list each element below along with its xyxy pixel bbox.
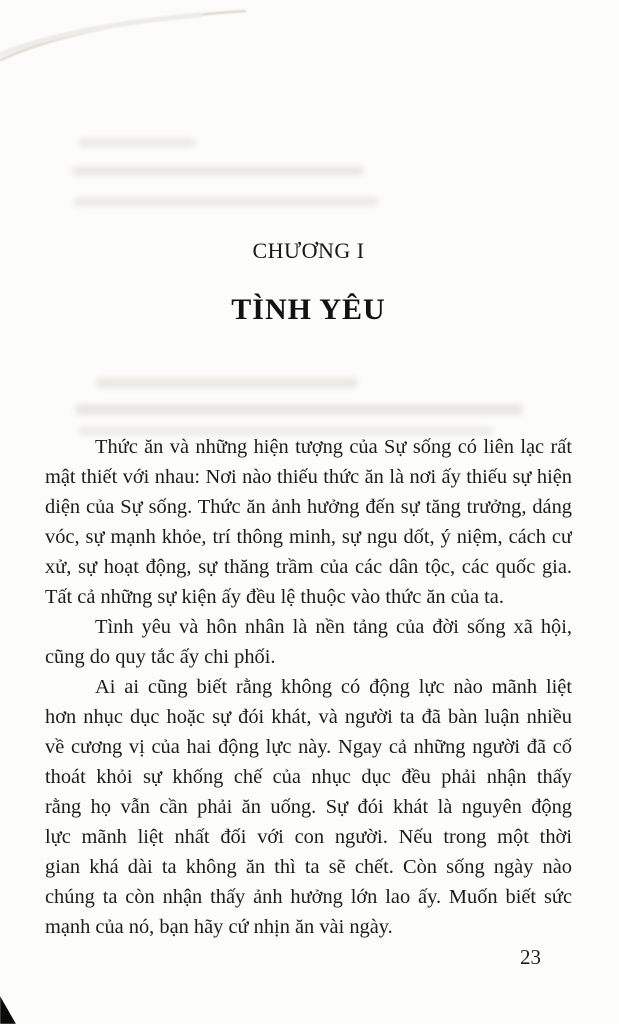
- body-line: chúng ta còn nhận thấy ảnh hưởng lớn lao ấy. Muốn biết sức: [45, 886, 572, 908]
- bleedthrough-smudge: [75, 404, 523, 415]
- chapter-title: TÌNH YÊU: [231, 293, 386, 326]
- body-line: diện của Sự sống. Thức ăn ảnh hưởng đến sự tăng trưởng, dáng: [45, 496, 572, 518]
- body-line: thoát khỏi sự khống chế của nhục dục đều phải nhận thấy: [45, 766, 572, 788]
- body-line: Tình yêu và hôn nhân là nền tảng của đời sống xã hội,: [95, 616, 572, 638]
- page-number: 23: [520, 945, 541, 969]
- body-line: Tất cả những sự kiện ấy đều lệ thuộc vào thức ăn của ta.: [45, 586, 504, 608]
- body-line: gian khá dài ta không ăn thì ta sẽ chết. Còn sống ngày nào: [45, 856, 572, 878]
- body-line: lực mãnh liệt nhất đối với con người. Nếu trong một thời: [45, 826, 572, 848]
- chapter-label: CHƯƠNG I: [252, 238, 365, 263]
- scan-corner-mark: [0, 996, 16, 1024]
- body-line: mật thiết với nhau: Nơi nào thiếu thức ăn là nơi ấy thiếu sự hiện: [45, 466, 572, 488]
- body-line: vóc, sự mạnh khỏe, trí thông minh, sự ngu dốt, ý niệm, cách cư: [45, 526, 572, 548]
- bleedthrough-smudge: [96, 378, 358, 388]
- body-line: xử, sự hoạt động, sự thăng trầm của các dân tộc, các quốc gia.: [45, 556, 572, 578]
- body-line: rằng họ vẫn cần phải ăn uống. Sự đói khát là nguyên động: [45, 796, 572, 818]
- scan-page-curl-shadow: [0, 0, 280, 90]
- body-line: mạnh của nó, bạn hãy cứ nhịn ăn vài ngày.: [45, 916, 393, 938]
- body-line: cũng do quy tắc ấy chi phối.: [45, 646, 276, 668]
- body-text: [45, 432, 572, 942]
- body-line: Thức ăn và những hiện tượng của Sự sống có liên lạc rất: [95, 436, 572, 458]
- body-line: Ai ai cũng biết rằng không có động lực nào mãnh liệt: [95, 676, 572, 698]
- body-line: về cương vị của hai động lực này. Ngay cả những người đã cố: [45, 736, 572, 758]
- bleedthrough-smudge: [74, 197, 379, 206]
- bleedthrough-smudge: [72, 166, 364, 176]
- bleedthrough-smudge: [78, 138, 196, 147]
- body-line: hơn nhục dục hoặc sự đói khát, và người ta đã bàn luận nhiều: [45, 706, 572, 728]
